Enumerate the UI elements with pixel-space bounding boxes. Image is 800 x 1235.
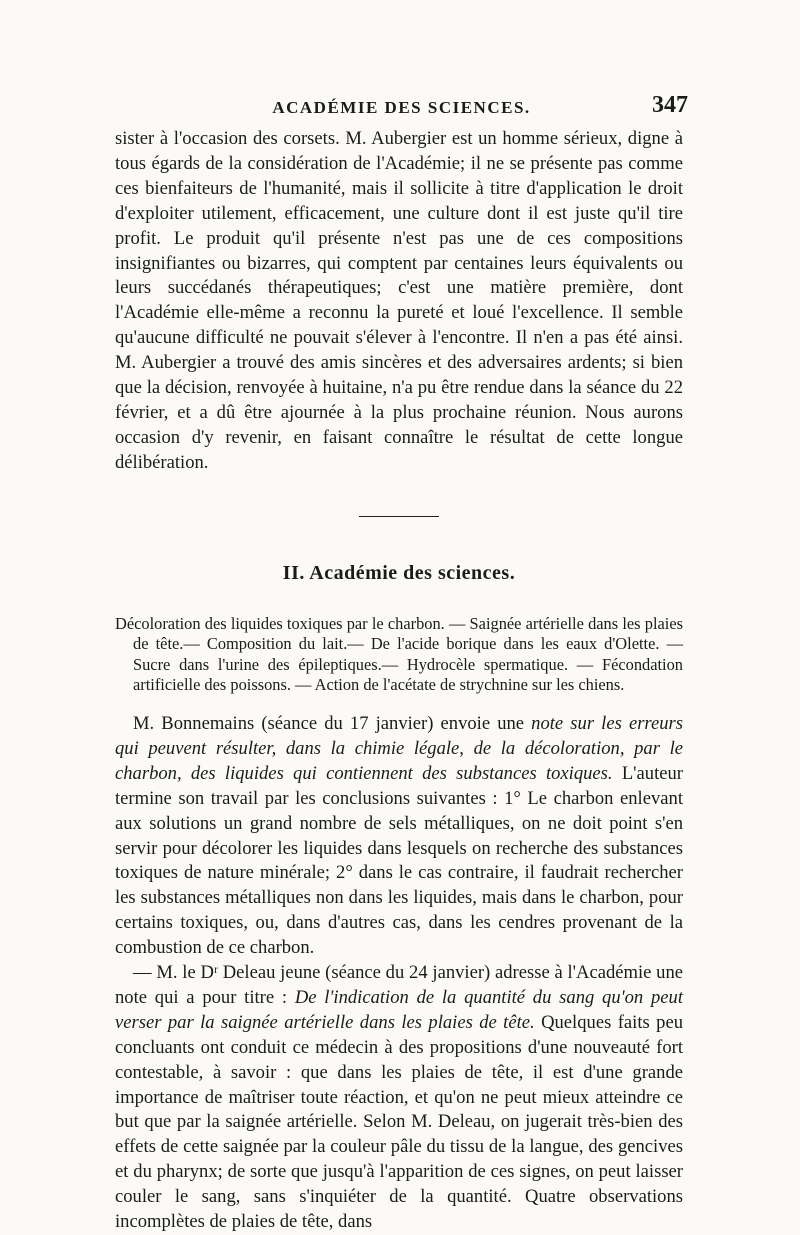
paragraph-text: L'auteur termine son travail par les conclusions suivantes : 1° Le charbon enlevant aux solutions un grand nombre de sels métalliques, on ne doit point s'en servir pour décolorer les liquides dans lesquels on recherche des substances toxiques de nature minérale; 2° dans le cas contraire, il faudrait rechercher les substances métalliques non dans les liquides, mais dans le charbon, pour certains toxiques, ou, dans d'autres cas, dans les cendres provenant de la combustion de ce charbon. xyxy=(115,762,683,959)
paragraph-text: M. Bonnemains (séance du 17 janvier) envoie une xyxy=(133,712,532,734)
section-heading: II. Académie des sciences. xyxy=(282,561,516,584)
summary-text: Décoloration des liquides toxiques par le charbon. — Saignée artérielle dans les plaies de tête.— Composition du lait.— De l'acide borique dans les eaux d'Olette. —Sucre dans l'urine des épileptiques.— Hydrocèle spermatique. — Fécondation artificielle des poissons. — Action de l'acétate de strychnine sur les chiens. xyxy=(115,613,683,695)
section-divider xyxy=(359,516,439,517)
note-title: note sur les erreurs qui peuvent résulter, dans la chimie légale, de la décoloration, par le charbon, des liquides qui contiennent des substances toxiques. xyxy=(115,712,683,784)
page-number: 347 xyxy=(652,92,688,118)
paragraph-text: — M. le Dʳ Deleau jeune (séance du 24 janvier) adresse à l'Académie une note qui a pour titre : xyxy=(115,962,683,1008)
page-body xyxy=(115,127,683,1235)
section-summary xyxy=(115,614,683,696)
running-title: ACADÉMIE DES SCIENCES. xyxy=(272,98,531,117)
note-title: De l'indication de la quantité du sang qu'on peut verser par la saignée artérielle dans les plaies de tête. xyxy=(115,986,684,1033)
paragraph-bonnemains xyxy=(115,712,683,961)
paragraph-deleau xyxy=(115,961,683,1235)
running-header xyxy=(115,92,688,124)
paragraph-text: Quelques faits peu concluants ont conduit ce médecin à des propositions d'une nouveauté fort contestable, à savoir : que dans les plaies de tête, il est d'une grande importance de maîtriser toute réaction, et qu'on ne peut mieux atteindre ce but que par la saignée artérielle. Selon M. Deleau, on jugerait très-bien des effets de cette saignée par la couleur pâle du tissu de la langue, des gencives et du pharynx; de sorte que jusqu'à l'apparition de ces signes, on peut laisser couler le sang, sans s'inquiéter de la quantité. Quatre observations incomplètes de plaies de tête, dans xyxy=(115,1011,683,1233)
paragraph-continuation: sister à l'occasion des corsets. M. Aubergier est un homme sérieux, digne à tous égards de la considération de l'Académie; il ne se présente pas comme ces bienfaiteurs de l'humanité, mais il sollicite à titre d'application le droit d'exploiter utilement, efficacement, une culture dont il est juste qu'il tire profit. Le produit qu'il présente n'est pas une de ces compositions insignifiantes ou bizarres, qui comptent par centaines leurs équivalents ou leurs succédanés thérapeutiques; c'est une matière première, dont l'Académie elle-même a reconnu la pureté et loué l'excellence. Il semble qu'aucune difficulté ne pouvait s'élever à l'encontre. Il n'en a pas été ainsi. M. Aubergier a trouvé des amis sincères et des adversaires ardents; si bien que la décision, renvoyée à huitaine, n'a pu être rendue dans la séance du 22 février, et a dû être ajournée à la plus prochaine réunion. Nous aurons occasion d'y revenir, en faisant connaître le résultat de cette longue délibération. xyxy=(115,128,683,473)
